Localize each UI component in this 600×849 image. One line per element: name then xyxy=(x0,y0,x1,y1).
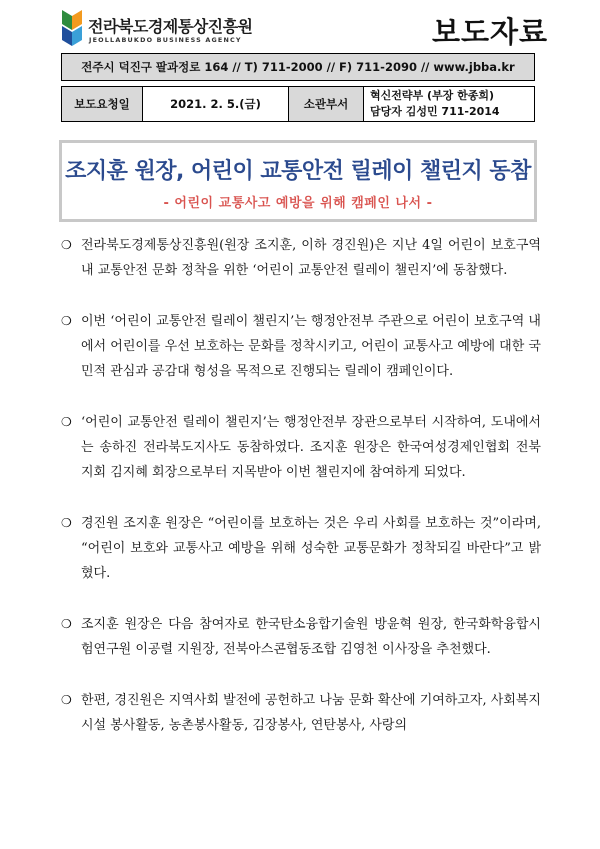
paragraph-text: 경진원 조지훈 원장은 “어린이를 보호하는 것은 우리 사회를 보호하는 것”이라며, “어린이 보호와 교통사고 예방을 위해 성숙한 교통문화가 정착되길 바란다”고 밝혔다. xyxy=(81,516,541,581)
doc-type-title: 보도자료 xyxy=(431,15,548,49)
header xyxy=(58,8,548,56)
paragraph xyxy=(61,233,541,283)
bullet-icon: ❍ xyxy=(61,314,72,328)
org-name-en: JEOLLABUKDO BUSINESS AGENCY xyxy=(89,36,242,44)
request-date-label: 보도요청일 xyxy=(62,87,143,121)
request-date-value: 2021. 2. 5.(금) xyxy=(143,87,289,121)
jbba-logo-icon xyxy=(58,8,86,48)
bullet-icon: ❍ xyxy=(61,238,72,252)
info-table xyxy=(61,86,535,122)
paragraph-text: ‘어린이 교통안전 릴레이 챌린지’는 행정안전부 장관으로부터 시작하여, 도내에서는 송하진 전라북도지사도 동참하였다. 조지훈 원장은 한국여성경제인협회 전북지회 김지혜 회장으로부터 지목받아 이번 챌린지에 참여하게 되었다. xyxy=(81,415,541,480)
bullet-icon: ❍ xyxy=(61,693,72,707)
paragraph xyxy=(61,511,541,586)
paragraph xyxy=(61,688,541,738)
paragraph-text: 이번 ‘어린이 교통안전 릴레이 챌린지’는 행정안전부 주관으로 어린이 보호구역 내에서 어린이를 우선 보호하는 문화를 정착시키고, 어린이 교통사고 예방에 대한 국민적 관심과 공감대 형성을 목적으로 진행되는 릴레이 캠페인이다. xyxy=(81,314,541,379)
headline-title: 조지훈 원장, 어린이 교통안전 릴레이 챌린지 동참 xyxy=(65,159,531,184)
headline-box xyxy=(59,140,537,222)
dept-label: 소관부서 xyxy=(289,87,364,121)
paragraph xyxy=(61,612,541,662)
dept-value: 혁신전략부 (부장 한종희) xyxy=(370,89,494,102)
headline-subtitle: - 어린이 교통사고 예방을 위해 캠페인 나서 - xyxy=(163,196,433,211)
paragraph-text: 조지훈 원장은 다음 참여자로 한국탄소융합기술원 방윤혁 원장, 한국화학융합시험연구원 이공렬 지원장, 전북아스콘협동조합 김영천 이사장을 추천했다. xyxy=(81,617,541,657)
paragraph-text: 한편, 경진원은 지역사회 발전에 공헌하고 나눔 문화 확산에 기여하고자, 사회복지시설 봉사활동, 농촌봉사활동, 김장봉사, 연탄봉사, 사랑의 xyxy=(81,693,541,733)
article-body xyxy=(61,233,541,738)
contact-bar: 전주시 덕진구 팔과정로 164 // T) 711-2000 // F) 711-2090 // www.jbba.kr xyxy=(61,53,535,81)
contact-person: 담당자 김성민 711-2014 xyxy=(370,105,500,118)
bullet-icon: ❍ xyxy=(61,516,72,530)
org-name-kr: 전라북도경제통상진흥원 xyxy=(88,17,253,36)
paragraph-text: 전라북도경제통상진흥원(원장 조지훈, 이하 경진원)은 지난 4일 어린이 보호구역 내 교통안전 문화 정착을 위한 ‘어린이 교통안전 릴레이 챌린지’에 동참했다. xyxy=(81,238,541,278)
paragraph xyxy=(61,309,541,384)
paragraph xyxy=(61,410,541,485)
bullet-icon: ❍ xyxy=(61,415,72,429)
dept-cell xyxy=(364,87,534,121)
bullet-icon: ❍ xyxy=(61,617,72,631)
